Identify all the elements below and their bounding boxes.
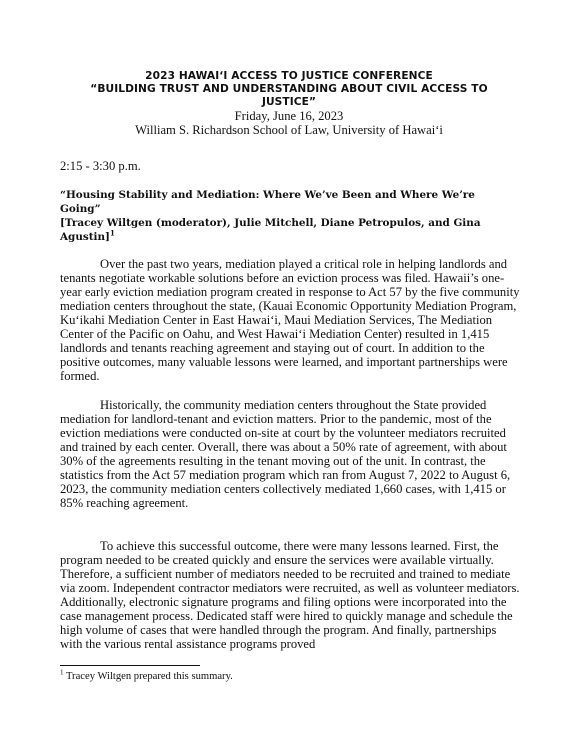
footnote (60, 668, 233, 683)
session-title-line-2: Going” (60, 203, 101, 215)
speakers-continued: Agustin] (60, 231, 110, 243)
session-speakers-line-1: [Tracey Wiltgen (moderator), Julie Mitchell, Diane Petropulos, and Gina (60, 217, 481, 229)
session-speakers-line-2 (60, 230, 520, 244)
paragraph-1: Over the past two years, mediation played a critical role in helping landlords and tenants negotiate workable solutions before an eviction process was filed. Hawaii’s one-year early eviction mediation program created in response to Act 57 by the five community mediation centers throughout the state, (Kauai Economic Opportunity Mediation Program, Kuʻikahi Mediation Center in East Hawaiʻi, Maui Mediation Services, The Mediation Center of the Pacific on Oahu, and West Hawaiʻi Mediation Center) resulted in 1,415 landlords and tenants reaching agreement and staying out of court. In addition to the positive outcomes, many valuable lessons were learned, and important partnerships were formed. (60, 257, 520, 383)
conference-theme-line-1: “BUILDING TRUST AND UNDERSTANDING ABOUT CIVIL ACCESS TO (90, 83, 488, 95)
session-title-line-1: “Housing Stability and Mediation: Where We’ve Been and Where We’re (60, 189, 475, 201)
session-time: 2:15 - 3:30 p.m. (60, 159, 141, 173)
footnote-reference: 1 (109, 228, 115, 238)
conference-title: 2023 HAWAIʻI ACCESS TO JUSTICE CONFERENCE (145, 70, 433, 82)
paragraph-3: To achieve this successful outcome, there were many lessons learned. First, the program needed to be created quickly and ensure the services were available virtually. Therefore, a sufficient number of mediators needed to be recruited and trained to mediate via zoom. Independent contractor mediators were recruited, as well as volunteer mediators. Additionally, electronic signature programs and filing options were incorporated into the case management process. Dedicated staff were hired to quickly manage and schedule the high volume of cases that were handled through the program. And finally, partnerships with the various rental assistance programs proved (60, 539, 520, 651)
footnote-text: Tracey Wiltgen prepared this summary. (63, 671, 233, 682)
conference-theme-line-2: JUSTICE” (261, 96, 317, 108)
paragraph-2: Historically, the community mediation centers throughout the State provided mediation for landlord-tenant and eviction matters. Prior to the pandemic, most of the eviction mediations were conducted on-site at court by the volunteer mediators recruited and trained by each center. Overall, there was about a 50% rate of agreement, with about 30% of the agreements resulting in the tenant moving out of the unit. In contrast, the statistics from the Act 57 mediation program which ran from August 7, 2022 to August 6, 2023, the community mediation centers collectively mediated 1,660 cases, with 1,415 or 85% reaching agreement. (60, 398, 511, 510)
footnote-divider (60, 665, 200, 666)
conference-date: Friday, June 16, 2023 (234, 109, 344, 123)
footnote-marker: 1 (60, 668, 64, 677)
conference-venue: William S. Richardson School of Law, University of Hawaiʻi (135, 123, 443, 137)
